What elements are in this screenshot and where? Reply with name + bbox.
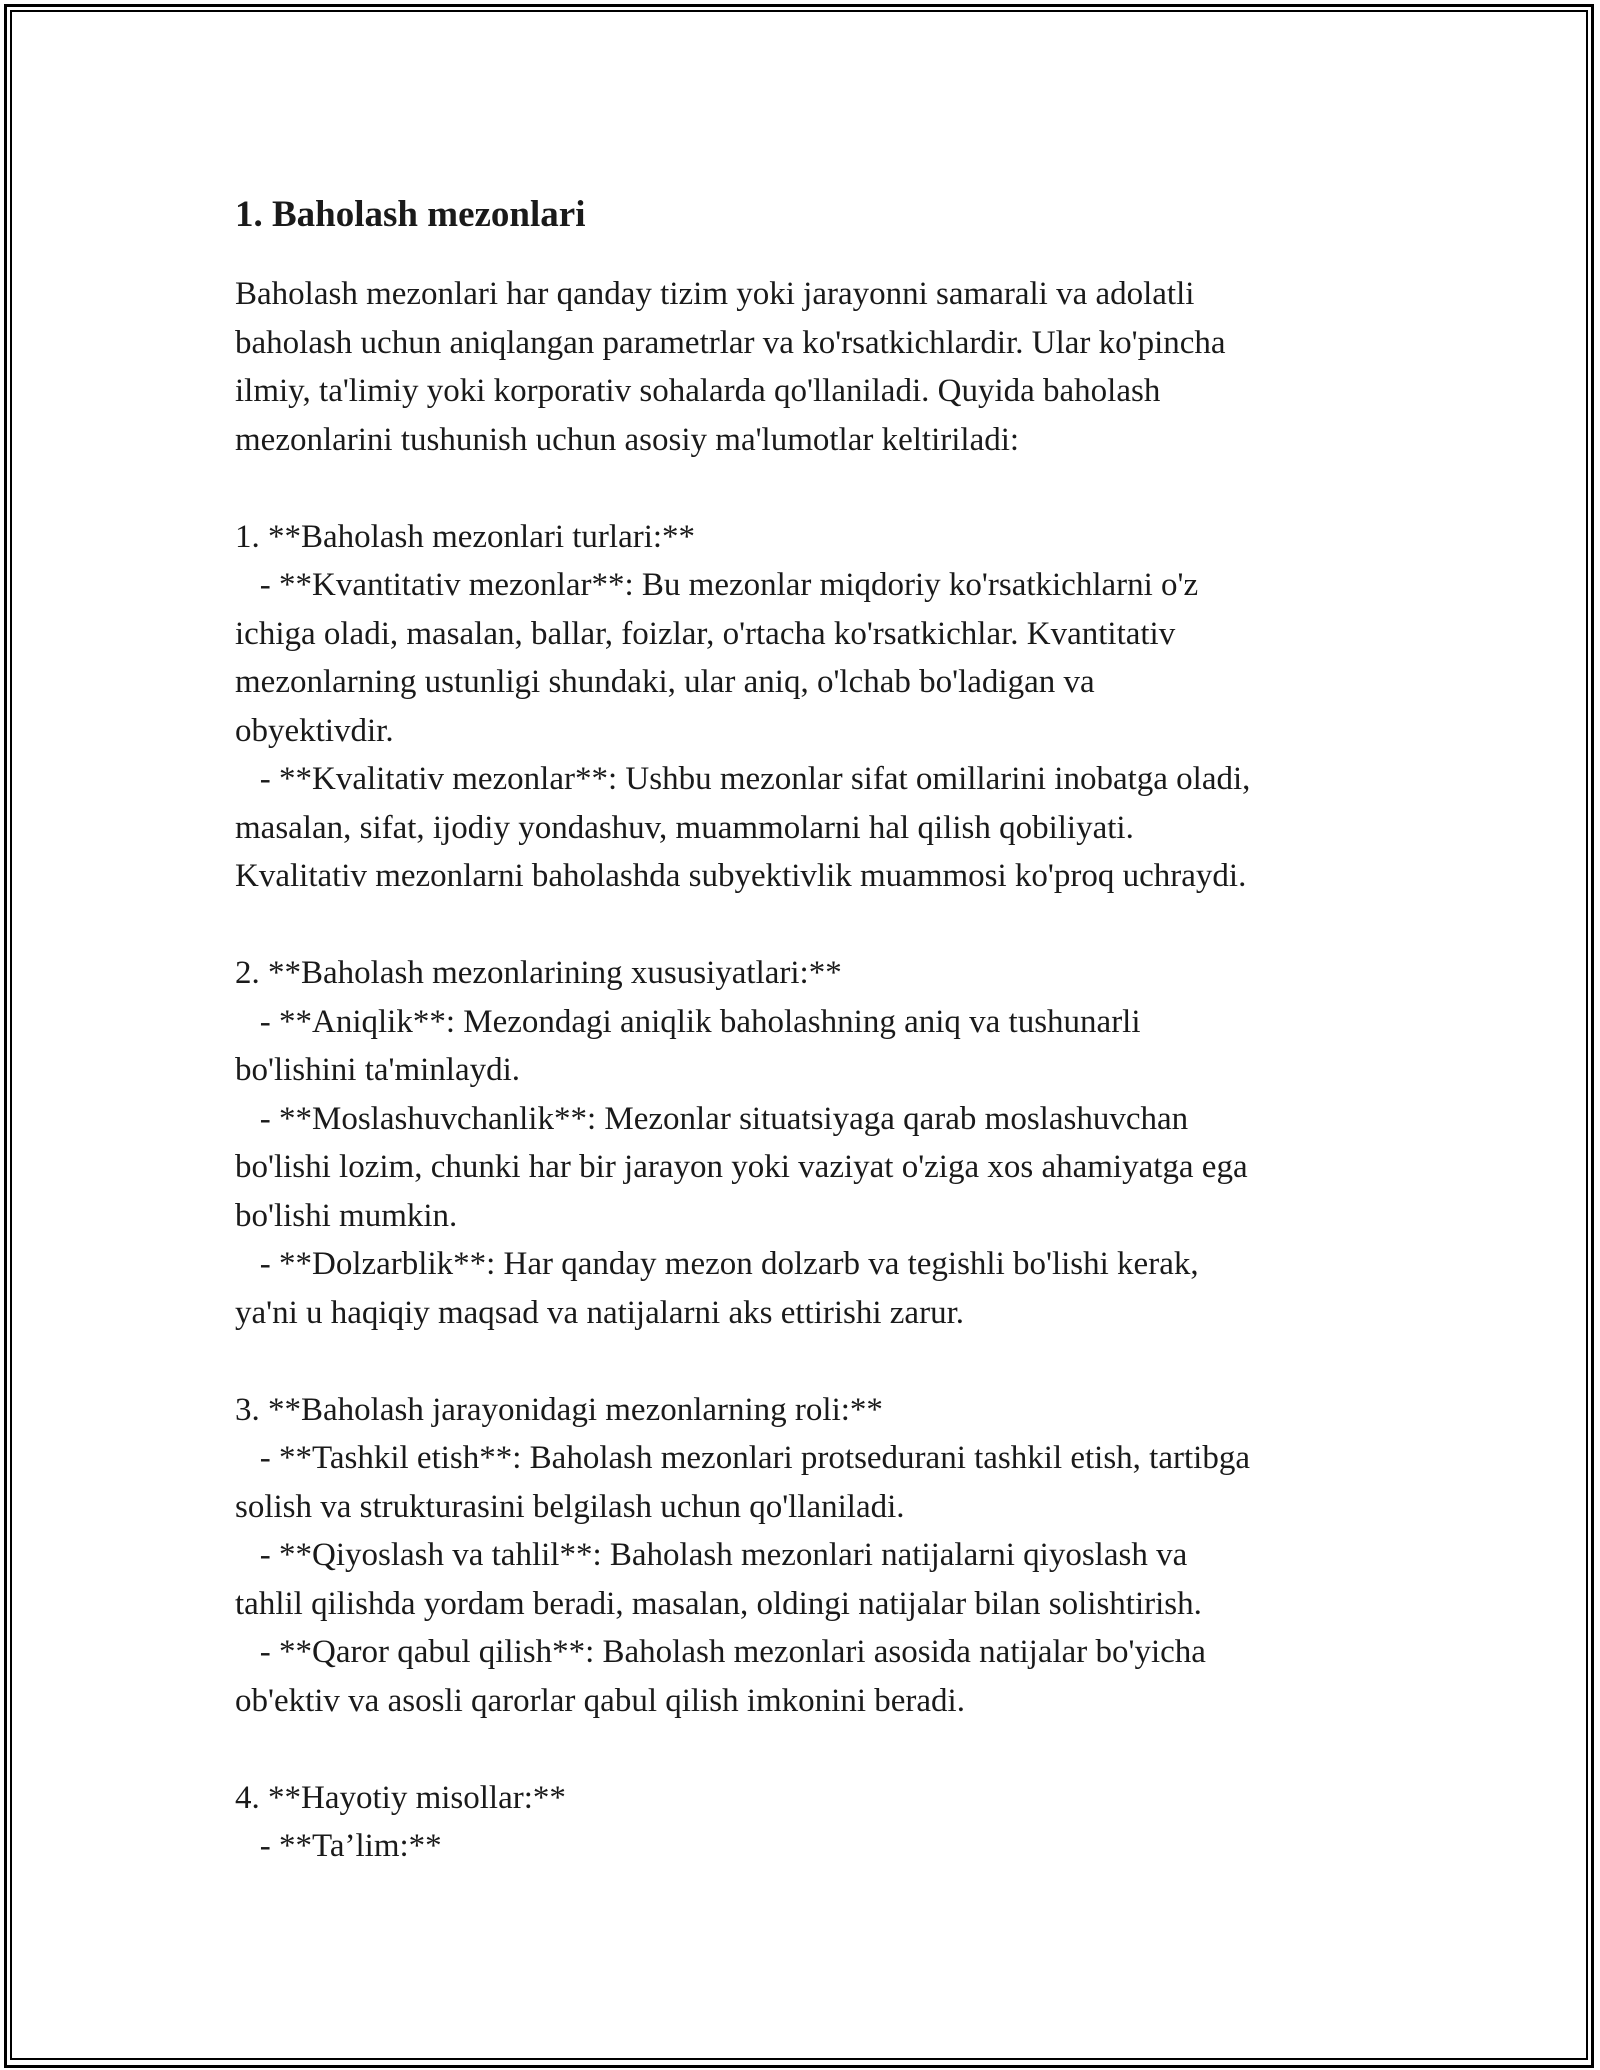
section-heading: 1. Baholash mezonlari bbox=[235, 194, 586, 235]
document-content bbox=[235, 190, 1375, 1871]
body-text: 1. **Baholash mezonlari turlari:** - **Kvantitativ mezonlar**: Bu mezonlar miqdoriy ko'rsatkichlarni o'z ichiga oladi, masalan, ballar, foizlar, o'rtacha ko'rsatkichlar. Kvantitativ mezonlarning ustunligi shundaki, ular aniq, o'lchab bo'ladigan va obyektivdir. - **Kvalitativ mezonlar**: Ushbu mezonlar sifat omillarini inobatga oladi, masalan, sifat, ijodiy yondashuv, muammolarni hal qilish qobiliyati. Kvalitativ mezonlarni baholashda subyektivlik muammosi ko'proq uchraydi. 2. **Baholash mezonlarining xususiyatlari:** - **Aniqlik**: Mezondagi aniqlik baholashning aniq va tushunarli bo'lishini ta'minlaydi. - **Moslashuvchanlik**: Mezonlar situatsiyaga qarab moslashuvchan bo'lishi lozim, chunki har bir jarayon yoki vaziyat o'ziga xos ahamiyatga ega bo'lishi mumkin. - **Dolzarblik**: Har qanday mezon dolzarb va tegishli bo'lishi kerak, ya'ni u haqiqiy maqsad va natijalarni aks ettirishi zarur. 3. **Baholash jarayonidagi mezonlarning roli:** - **Tashkil etish**: Baholash mezonlari protsedurani tashkil etish, tartibga solish va strukturasini belgilash uchun qo'llaniladi. - **Qiyoslash va tahlil**: Baholash mezonlari natijalarni qiyoslash va tahlil qilishda yordam beradi, masalan, oldingi natijalar bilan solishtirish. - **Qaror qabul qilish**: Baholash mezonlari asosida natijalar bo'yicha ob'ektiv va asosli qarorlar qabul qilish imkonini beradi. 4. **Hayotiy misollar:** - **Ta’lim:** bbox=[235, 518, 1251, 1864]
intro-paragraph: Baholash mezonlari har qanday tizim yoki jarayonni samarali va adolatli baholash uchun aniqlangan parametrlar va ko'rsatkichlardir. Ular ko'pincha ilmiy, ta'limiy yoki korporativ sohalarda qo'llaniladi. Quyida baholash mezonlarini tushunish uchun asosiy ma'lumotlar keltiriladi: bbox=[235, 276, 1226, 458]
